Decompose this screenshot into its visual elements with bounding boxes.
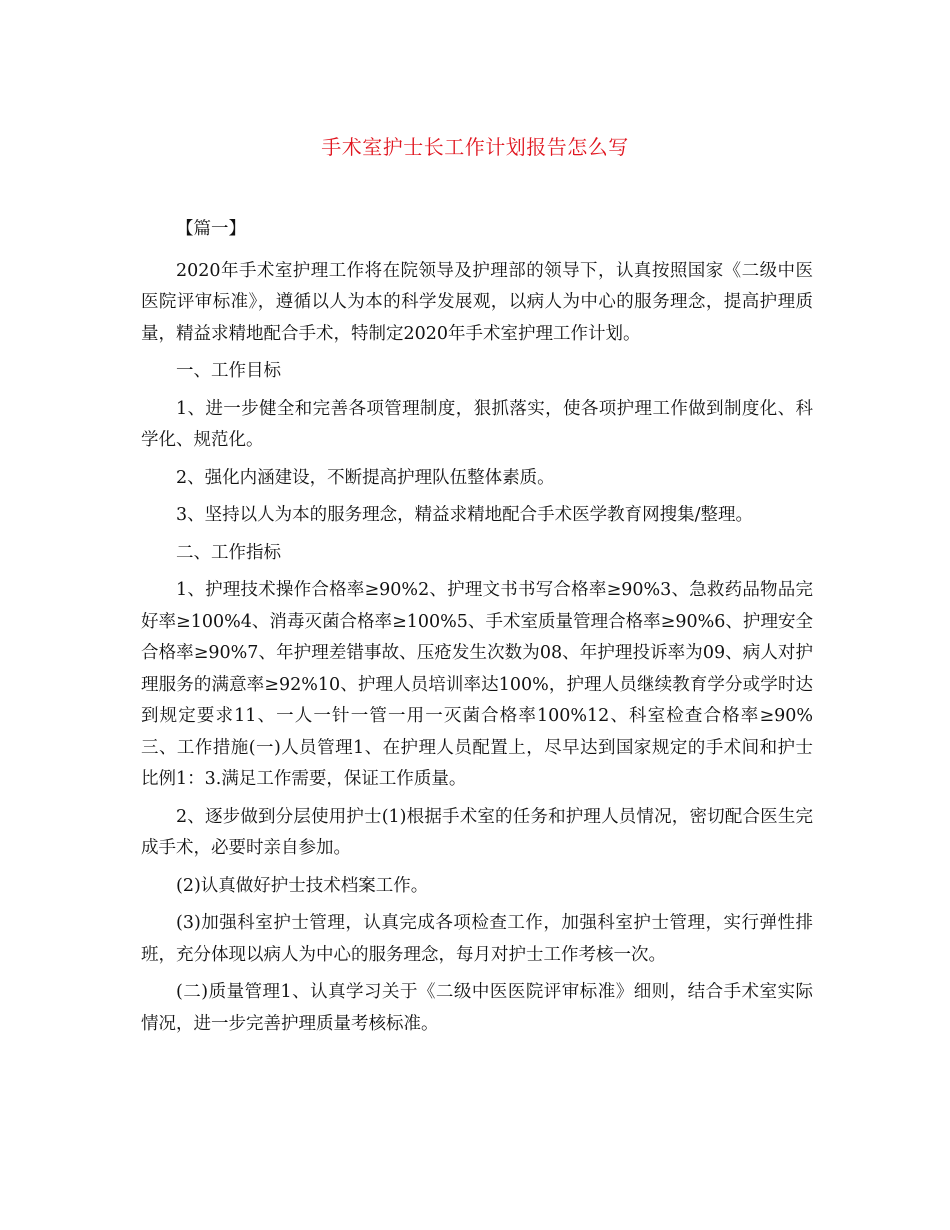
paragraph: 1、进一步健全和完善各项管理制度，狠抓落实，使各项护理工作做到制度化、科学化、规范化。: [141, 398, 813, 450]
paragraph: 2020年手术室护理工作将在院领导及护理部的领导下，认真按照国家《二级中医医院评审标准》，遵循以人为本的科学发展观，以病人为中心的服务理念，提高护理质量，精益求精地配合手术，特制定2020年手术室护理工作计划。: [141, 260, 813, 344]
paragraph: (2)认真做好护士技术档案工作。: [176, 875, 429, 896]
document-body: [141, 214, 813, 1046]
paragraph: 1、护理技术操作合格率≥90%2、护理文书书写合格率≥90%3、急救药品物品完好率≥100%4、消毒灭菌合格率≥100%5、手术室质量管理合格率≥90%6、护理安全合格率≥90%7、年护理差错事故、压疮发生次数为08、年护理投诉率为09、病人对护理服务的满意率≥92%10、护理人员培训率达100%，护理人员继续教育学分或学时达到规定要求11、一人一针一管一用一灭菌合格率100%12、科室检查合格率≥90%三、工作措施(一)人员管理1、在护理人员配置上，尽早达到国家规定的手术间和护士比例1：3.满足工作需要，保证工作质量。: [141, 580, 813, 789]
paragraph: 2、逐步做到分层使用护士(1)根据手术室的任务和护理人员情况，密切配合医生完成手术，必要时亲自参加。: [141, 806, 813, 858]
document-title: 手术室护士长工作计划报告怎么写: [321, 135, 629, 159]
section-label: 【篇一】: [176, 219, 246, 239]
paragraph: 一、工作目标: [176, 361, 281, 381]
paragraph: 2、强化内涵建设，不断提高护理队伍整体素质。: [176, 467, 555, 488]
paragraph: 3、坚持以人为本的服务理念，精益求精地配合手术医学教育网搜集/整理。: [176, 505, 754, 525]
paragraph: (二)质量管理1、认真学习关于《二级中医医院评审标准》细则，结合手术室实际情况，进一步完善护理质量考核标准。: [141, 982, 813, 1034]
paragraph: 二、工作指标: [176, 542, 281, 563]
paragraph: (3)加强科室护士管理，认真完成各项检查工作，加强科室护士管理，实行弹性排班，充分体现以病人为中心的服务理念，每月对护士工作考核一次。: [141, 913, 813, 965]
